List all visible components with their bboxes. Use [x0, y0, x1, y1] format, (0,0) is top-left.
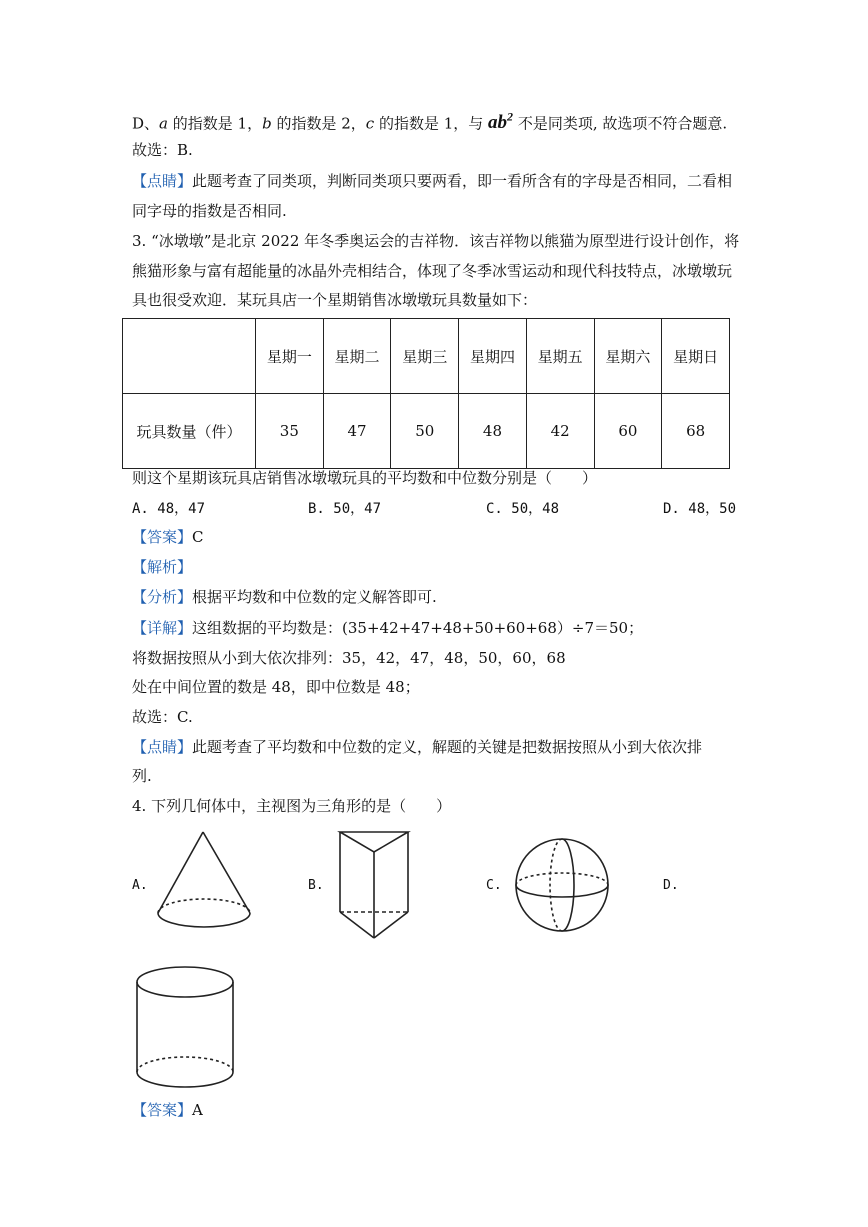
q3-choose: 故选：C. [132, 708, 193, 726]
triangular-prism-figure [334, 828, 414, 946]
cell-tue: 47 [323, 394, 391, 469]
var-b: b [262, 114, 272, 133]
header-tue: 星期二 [323, 319, 391, 394]
option-d-analysis: D、a 的指数是 1，b 的指数是 2，c 的指数是 1，与 $ab^2$ 不是同类项, 故选项不符合题意. [132, 110, 728, 134]
choose-b: 故选：B. [132, 141, 193, 159]
row-label: 玩具数量（件） [123, 394, 256, 469]
comment-prev-cont: 同字母的指数是否相同. [132, 202, 287, 220]
header-sat: 星期六 [594, 319, 662, 394]
cell-thu: 48 [459, 394, 527, 469]
table-row [123, 394, 730, 469]
q3-stem-2: 熊猫形象与富有超能量的冰晶外壳相结合，体现了冬季冰雪运动和现代科技特点，冰墩墩玩 [132, 262, 733, 280]
var-c: c [365, 114, 375, 133]
q3-comment: 【点睛】此题考查了平均数和中位数的定义，解题的关键是把数据按照从小到大依次排 [132, 738, 703, 756]
comment-tag: 【点睛】 [132, 172, 193, 190]
q3-sort-line: 将数据按照从小到大依次排列：35，42，47，48，50，60，68 [132, 649, 566, 667]
q3-question: 则这个星期该玩具店销售冰墩墩玩具的平均数和中位数分别是（ ） [132, 469, 598, 487]
q3-analysis-tag: 【解析】 [132, 558, 193, 576]
var-a: a [159, 114, 168, 133]
header-fri: 星期五 [526, 319, 594, 394]
cell-sat: 60 [594, 394, 662, 469]
cone-figure [150, 828, 260, 938]
cylinder-figure [132, 962, 242, 1096]
q4-label-c: C. [486, 878, 502, 893]
cell-mon: 35 [256, 394, 324, 469]
sales-table [122, 318, 730, 469]
table-header-row [123, 319, 730, 394]
header-wed: 星期三 [391, 319, 459, 394]
comment-prev: 【点睛】此题考查了同类项，判断同类项只要两看，即一看所含有的字母是否相同，二看相 [132, 172, 733, 190]
q3-option-a: A. 48，47 [132, 501, 206, 517]
q3-answer: 【答案】C [132, 528, 204, 546]
cell-sun: 68 [662, 394, 730, 469]
q4-label-a: A. [132, 878, 148, 893]
q3-comment-cont: 列. [132, 767, 152, 785]
header-thu: 星期四 [459, 319, 527, 394]
q4-answer: 【答案】A [132, 1101, 203, 1119]
math-ab-squared: $ab^2$ [488, 110, 514, 134]
q3-stem-1: 3. “冰墩墩”是北京 2022 年冬季奥运会的吉祥物．该吉祥物以熊猫为原型进行设计创作，将 [132, 232, 740, 250]
q3-median-line: 处在中间位置的数是 48，即中位数是 48； [132, 678, 420, 696]
header-mon: 星期一 [256, 319, 324, 394]
q3-detail: 【详解】这组数据的平均数是：(35+42+47+48+50+60+68）÷7＝50； [132, 619, 644, 637]
cell-fri: 42 [526, 394, 594, 469]
table-corner [123, 319, 256, 394]
cell-wed: 50 [391, 394, 459, 469]
q3-stem-3: 具也很受欢迎．某玩具店一个星期销售冰墩墩玩具数量如下： [132, 291, 538, 309]
q3-option-d: D. 48，50 [663, 501, 737, 517]
q4-stem: 4. 下列几何体中，主视图为三角形的是（ ） [132, 797, 452, 815]
sphere-figure [512, 832, 612, 938]
q4-label-d: D. [663, 878, 679, 893]
header-sun: 星期日 [662, 319, 730, 394]
q4-label-b: B. [308, 878, 324, 893]
q3-option-c: C. 50，48 [486, 501, 560, 517]
q3-analyze: 【分析】根据平均数和中位数的定义解答即可. [132, 588, 437, 606]
q3-option-b: B. 50，47 [308, 501, 382, 517]
